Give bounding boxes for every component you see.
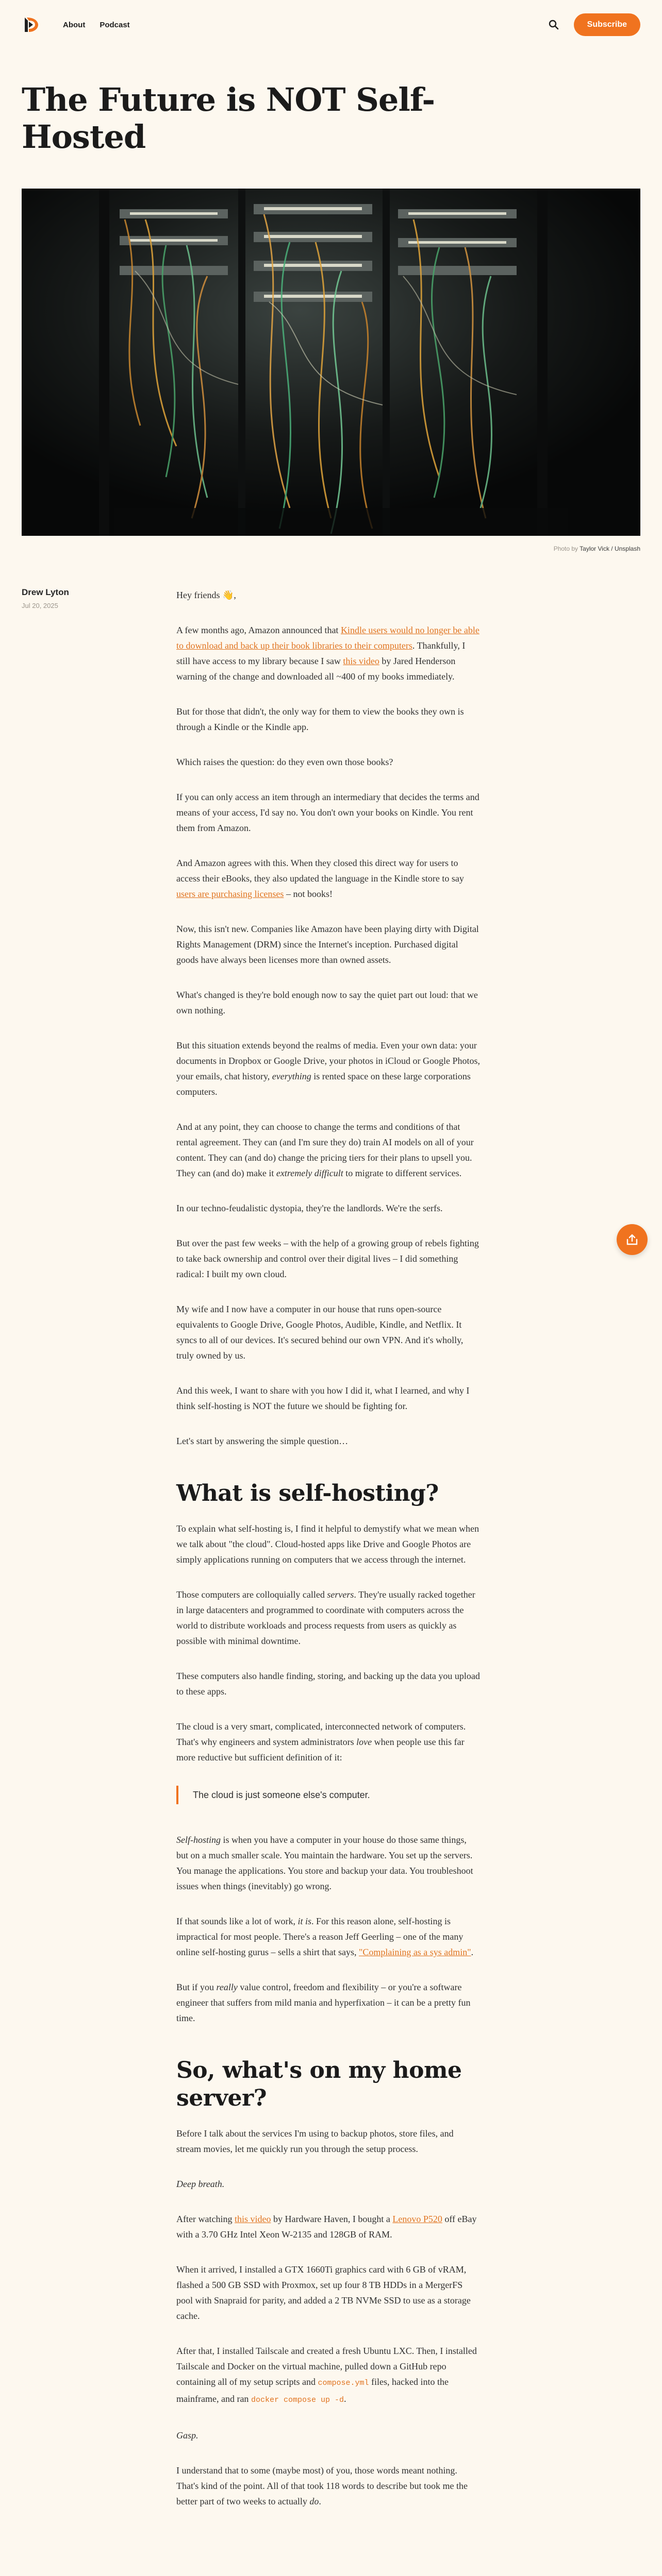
emphasis: Self-hosting <box>176 1835 221 1845</box>
text: value control, freedom and flexibility – or you're a software engineer that suffers from mild mania and hyperfixation – it can be a pretty fun time. <box>176 1982 471 2023</box>
share-icon <box>625 1233 639 1246</box>
paragraph: When it arrived, I installed a GTX 1660Ti graphics card with 6 GB of vRAM, flashed a 500 GB SSD with Proxmox, set up four 8 TB HDDs in a MergerFS pool with Snapraid for parity, and added a 2 TB NVMe SSD to use as a storage cache. <box>176 2264 471 2321</box>
text: . <box>343 2394 346 2404</box>
search-icon[interactable] <box>547 18 560 31</box>
caption-credit[interactable]: Taylor Vick / Unsplash <box>580 545 640 552</box>
paragraph: And this week, I want to share with you how I did it, what I learned, and why I think self-hosting is NOT the future we should be fighting for. <box>176 1385 470 1411</box>
emphasis: love <box>356 1737 372 1747</box>
subscribe-button[interactable]: Subscribe <box>574 13 640 36</box>
text: . For this reason alone, self-hosting is impractical for most people. There's a reason Jeff Geerling – one of the many online self-hosting gurus – sells a shirt that says, <box>176 1916 464 1957</box>
image-caption <box>554 545 640 552</box>
text: to migrate to different services. <box>343 1168 462 1178</box>
article-body <box>176 587 481 2529</box>
hero-image <box>22 189 640 536</box>
text: by Hardware Haven, I bought a <box>271 2214 393 2224</box>
text: The cloud is a very smart, complicated, interconnected network of computers. That's why engineers and system administrators <box>176 1721 466 1747</box>
text: off eBay with a 3.70 GHz Intel Xeon W-2135 and 128GB of RAM. <box>176 2214 477 2240</box>
paragraph <box>176 1587 481 1649</box>
emphasis: everything <box>272 1071 311 1081</box>
site-header <box>0 0 662 49</box>
paragraph <box>176 1038 481 1099</box>
header-actions <box>547 13 640 36</box>
text: A few months ago, Amazon announced that <box>176 625 341 635</box>
post-date: Jul 20, 2025 <box>22 602 58 609</box>
emphasis: do <box>309 2496 319 2506</box>
paragraph <box>176 2463 481 2509</box>
paragraph <box>176 2428 481 2443</box>
text: After that, I installed Tailscale and created a fresh Ubuntu LXC. Then, I installed Tailscale and Docker on the virtual machine, pulled down a GitHub repo containing all of my setup scripts and <box>176 2346 477 2387</box>
text: After watching <box>176 2214 235 2224</box>
nav-about[interactable]: About <box>63 20 86 29</box>
paragraph: In our techno-feudalistic dystopia, they're the landlords. We're the serfs. <box>176 1203 443 1213</box>
text: And at any point, they can choose to change the terms and conditions of that rental agreement. They can (and I'm sure they do) train AI models on all of your content. They can (and do) change the pricing tiers for their plans to upsell you. They can (and do) make it <box>176 1122 474 1178</box>
emphasis: servers <box>327 1589 354 1600</box>
licenses-link[interactable]: users are purchasing licenses <box>176 889 284 899</box>
post-title: The Future is NOT Self-Hosted <box>22 81 435 156</box>
paragraph <box>176 1913 481 1960</box>
paragraph: Now, this isn't new. Companies like Amazon have been playing dirty with Digital Rights Management (DRM) since the Internet's inception. Purchased digital goods have always been licenses more than owned assets. <box>176 924 479 965</box>
paragraph <box>176 1979 481 2026</box>
text: . <box>319 2496 321 2506</box>
emphasis: Gasp. <box>176 2430 198 2441</box>
main-nav <box>63 21 130 29</box>
emphasis: Deep breath. <box>176 2179 225 2189</box>
lenovo-link[interactable]: Lenovo P520 <box>392 2214 442 2224</box>
paragraph: Let's start by answering the simple question… <box>176 1436 349 1446</box>
paragraph: Hey friends 👋, <box>176 590 236 600</box>
paragraph <box>176 2211 481 2242</box>
text: when people use this far more reductive but sufficient definition of it: <box>176 1737 465 1762</box>
paragraph: What's changed is they're bold enough now to say the quiet part out loud: that we own nothing. <box>176 990 478 1015</box>
share-button[interactable] <box>617 1224 648 1255</box>
paragraph <box>176 1119 481 1181</box>
paragraph: If you can only access an item through an intermediary that decides the terms and means of your access, I'd say no. You don't own your books on Kindle. You rent them from Amazon. <box>176 792 479 833</box>
section-heading: So, what's on my home server? <box>176 2057 462 2111</box>
text: files, hacked into the mainframe, and ran <box>176 2377 449 2404</box>
inline-code: compose.yml <box>318 2379 369 2387</box>
author-name[interactable]: Drew Lyton <box>22 587 69 597</box>
nav-podcast[interactable]: Podcast <box>100 20 130 29</box>
paragraph: Before I talk about the services I'm using to backup photos, store files, and stream movies, let me quickly run you through the setup process. <box>176 2128 454 2154</box>
text: . They're usually racked together in large datacenters and programmed to coordinate with computers across the world to distribute workloads and process requests from users as quickly as possible with minimal downtime. <box>176 1589 475 1646</box>
video-link[interactable]: this video <box>343 656 379 666</box>
text: I understand that to some (maybe most) of you, those words meant nothing. That's kind of the point. All of that took 118 words to describe but took me the better part of two weeks to actually <box>176 2465 468 2506</box>
text: . <box>471 1947 474 1957</box>
paragraph: But for those that didn't, the only way for them to view the books they own is through a Kindle or the Kindle app. <box>176 706 464 732</box>
emphasis: it is <box>297 1916 311 1926</box>
text: – not books! <box>284 889 333 899</box>
text: If that sounds like a lot of work, <box>176 1916 298 1926</box>
text: Those computers are colloquially called <box>176 1589 327 1600</box>
paragraph <box>176 2343 481 2408</box>
paragraph <box>176 2176 481 2192</box>
caption-prefix: Photo by <box>553 545 580 552</box>
section-heading: What is self-hosting? <box>176 1480 439 1506</box>
paragraph <box>176 622 481 684</box>
author-block <box>22 587 145 609</box>
paragraph: But over the past few weeks – with the help of a growing group of rebels fighting to take back ownership and control over their digital lives – I did something radical: I built my own cloud. <box>176 1238 479 1279</box>
text: by Jared Henderson warning of the change and downloaded all ~400 of my books immediately. <box>176 656 456 682</box>
paragraph <box>176 1719 481 1765</box>
text: is when you have a computer in your house do those same things, but on a much smaller scale. You maintain the hardware. You set up the servers. You manage the applications. You store and backup your data. You troubleshoot issues when things (inevitably) go wrong. <box>176 1835 473 1891</box>
paragraph: Which raises the question: do they even own those books? <box>176 757 393 767</box>
kindle-link[interactable]: Kindle users would no longer be able to download and back up their book libraries to their computers <box>176 625 479 651</box>
shirt-link[interactable]: "Complaining as a sys admin" <box>358 1947 471 1957</box>
paragraph: My wife and I now have a computer in our house that runs open-source equivalents to Google Drive, Google Photos, Audible, Kindle, and Netflix. It syncs to all of our devices. It's secured behind our own VPN. And it's wholly, truly owned by us. <box>176 1304 464 1361</box>
text: . Thankfully, I still have access to my library because I saw <box>176 640 466 666</box>
text: But if you <box>176 1982 217 1992</box>
text: And Amazon agrees with this. When they closed this direct way for users to access their eBooks, they also updated the language in the Kindle store to say <box>176 858 464 884</box>
emphasis: really <box>216 1982 238 1992</box>
paragraph: These computers also handle finding, storing, and backing up the data you upload to these apps. <box>176 1671 480 1697</box>
pull-quote: The cloud is just someone else's computer. <box>176 1786 481 1804</box>
hardware-video-link[interactable]: this video <box>234 2214 271 2224</box>
paragraph: To explain what self-hosting is, I find it helpful to demystify what we mean when we talk about "the cloud". Cloud-hosted apps like Drive and Google Photos are simply applications running on computers that we access through the internet. <box>176 1523 479 1565</box>
paragraph <box>176 855 481 902</box>
text: is rented space on these large corporations computers. <box>176 1071 471 1097</box>
inline-code: docker compose up -d <box>251 2396 344 2404</box>
text: But this situation extends beyond the realms of media. Even your own data: your documents in Dropbox or Google Drive, your photos in iCloud or Google Photos, your emails, chat history, <box>176 1040 480 1081</box>
emphasis: extremely difficult <box>276 1168 343 1178</box>
paragraph <box>176 1832 481 1894</box>
logo-icon[interactable] <box>22 15 40 34</box>
